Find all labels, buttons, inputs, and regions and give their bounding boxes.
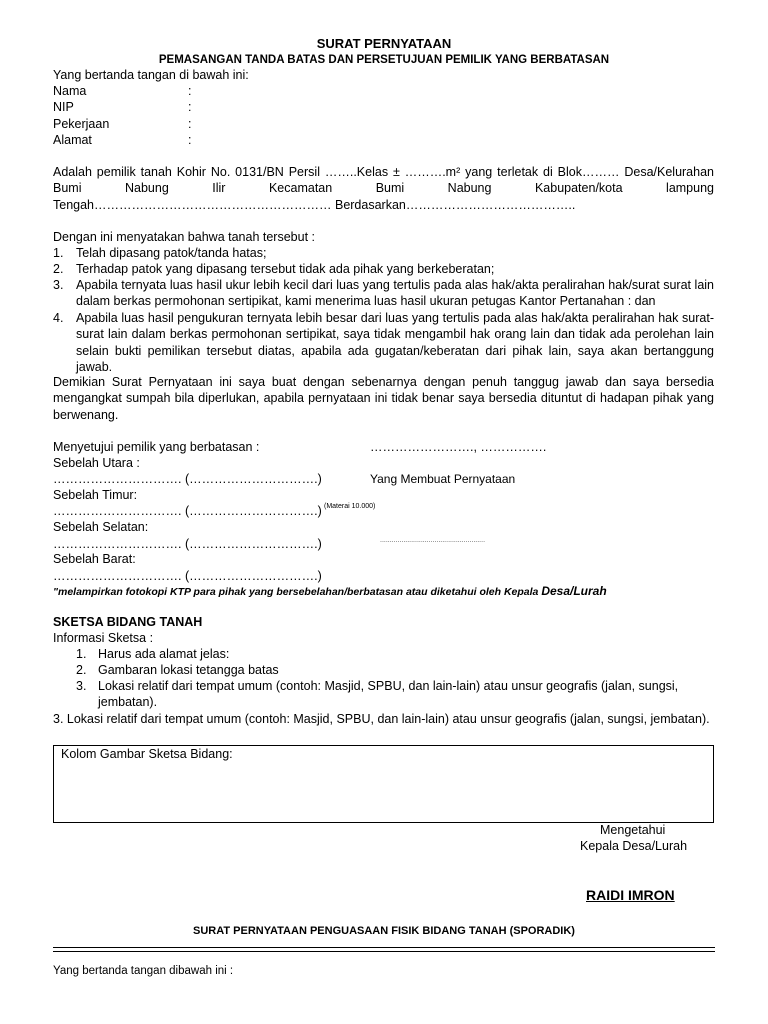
place-date-line: ……………………., ……………. [370, 440, 547, 454]
field-label-nip: NIP [53, 100, 74, 114]
list-item-number: 2. [53, 262, 64, 276]
known-label: Mengetahui [600, 823, 666, 837]
sketch-title: SKETSA BIDANG TANAH [53, 615, 203, 629]
statement-intro: Dengan ini menyatakan bahwa tanah tersebut : [53, 230, 315, 244]
list-item: Apabila luas hasil pengukuran ternyata lebih besar dari luas yang tertulis pada alas hak/akta peralirahan hak surat-surat lain dalam berkas permohonan sertipikat, saya tidak mengambil hak orang lain dan tidak ada perolehan lain selain bukti pemilikan tersebut diatas, apabila ada gugatan/keberatan dari pihak lain, saya akan bertanggung jawab. [76, 311, 714, 374]
neighbor-east-label: Sebelah Timur: [53, 488, 138, 502]
ktp-note [53, 583, 607, 600]
neighbor-north-label: Sebelah Utara : [53, 456, 140, 470]
divider [53, 951, 715, 952]
list-item: Gambaran lokasi tetangga batas [98, 663, 279, 677]
document-title: SURAT PERNYATAAN [316, 36, 452, 51]
field-colon: : [188, 117, 192, 131]
list-item-number: 2. [76, 663, 87, 677]
neighbor-south-label: Sebelah Selatan: [53, 520, 149, 534]
field-label-nama: Nama [53, 84, 87, 98]
field-colon: : [188, 133, 192, 147]
ktp-note-text: "melampirkan fotokopi KTP para pihak yang bersebelahan/berbatasan atau diketahui oleh Kepala [53, 586, 542, 598]
list-item: Telah dipasang patok/tanda hatas; [76, 246, 267, 260]
document-subtitle: PEMASANGAN TANDA BATAS DAN PERSETUJUAN PEMILIK YANG BERBATASAN [158, 54, 610, 66]
sketch-info-label: Informasi Sketsa : [53, 631, 154, 645]
village-head-label: Kepala Desa/Lurah [580, 839, 688, 853]
list-item-number: 1. [53, 246, 64, 260]
intro-text: Yang bertanda tangan di bawah ini: [53, 68, 249, 82]
neighbor-west-label: Sebelah Barat: [53, 552, 136, 566]
field-colon: : [188, 84, 192, 98]
materai-label: (Materai 10.000) [324, 503, 376, 510]
neighbor-west-sign: …………………………. (………………………….) [53, 569, 322, 583]
list-item-number: 1. [76, 647, 87, 661]
list-item: Harus ada alamat jelas: [98, 647, 230, 661]
divider [53, 947, 715, 948]
field-label-alamat: Alamat [53, 133, 92, 147]
list-item-number: 3. [76, 679, 87, 693]
sketch-drawing-box [53, 745, 714, 823]
neighbor-south-sign: …………………………. (………………………….) [53, 537, 322, 551]
approval-label: Menyetujui pemilik yang berbatasan : [53, 440, 260, 454]
neighbor-east-sign: …………………………. (………………………….) [53, 504, 322, 518]
list-item: Lokasi relatif dari tempat umum (contoh: Masjid, SPBU, dan lain-lain) atau unsur geografis (jalan, sungsi, jembatan). [98, 679, 679, 710]
sketch-box-label: Kolom Gambar Sketsa Bidang: [61, 747, 233, 761]
second-document-title: SURAT PERNYATAAN PENGUASAAN FISIK BIDANG TANAH (SPORADIK) [193, 925, 575, 937]
ktp-note-emphasis: Desa/Lurah [541, 584, 607, 598]
second-intro-text: Yang bertanda tangan dibawah ini : [53, 965, 234, 977]
ownership-paragraph: Adalah pemilik tanah Kohir No. 0131/BN Persil ……..Kelas ± ……….m² yang terletak di Blok……… Desa/Kelurahan Bumi Nabung Ilir Kecamatan Bumi Nabung Kabupaten/kota lampung Tengah………………………………………………… Berdasarkan………………………………….. [53, 165, 714, 212]
list-item-number: 4. [53, 311, 64, 325]
maker-label: Yang Membuat Pernyataan [370, 472, 516, 486]
list-item: Apabila ternyata luas hasil ukur lebih kecil dari luas yang tertulis pada alas hak/akta peralirahan hak/surat surat lain dalam berkas permohonan sertipikat, kami menerima luas hasil ukuran petugas Kantor Pertanahan : dan [76, 278, 714, 309]
field-label-pekerjaan: Pekerjaan [53, 117, 110, 131]
list-item: Terhadap patok yang dipasang tersebut tidak ada pihak yang berkeberatan; [76, 262, 495, 276]
sketch-extra-note: 3. Lokasi relatif dari tempat umum (contoh: Masjid, SPBU, dan lain-lain) atau unsur geografis (jalan, sungsi, jembatan). [53, 712, 710, 726]
village-head-name: RAIDI IMRON [586, 887, 675, 903]
list-item-number: 3. [53, 278, 64, 292]
field-colon: : [188, 100, 192, 114]
signature-line: ...................................................... [380, 537, 486, 544]
closing-paragraph: Demikian Surat Pernyataan ini saya buat dengan sebenarnya dengan penuh tanggug jawab dan saya bersedia mengangkat sumpah bila diperlukan, apabila pernyataan ini tidak benar saya bersedia dituntut di hadapan pihak yang berwenang. [53, 375, 714, 422]
neighbor-north-sign: …………………………. (………………………….) [53, 472, 322, 486]
